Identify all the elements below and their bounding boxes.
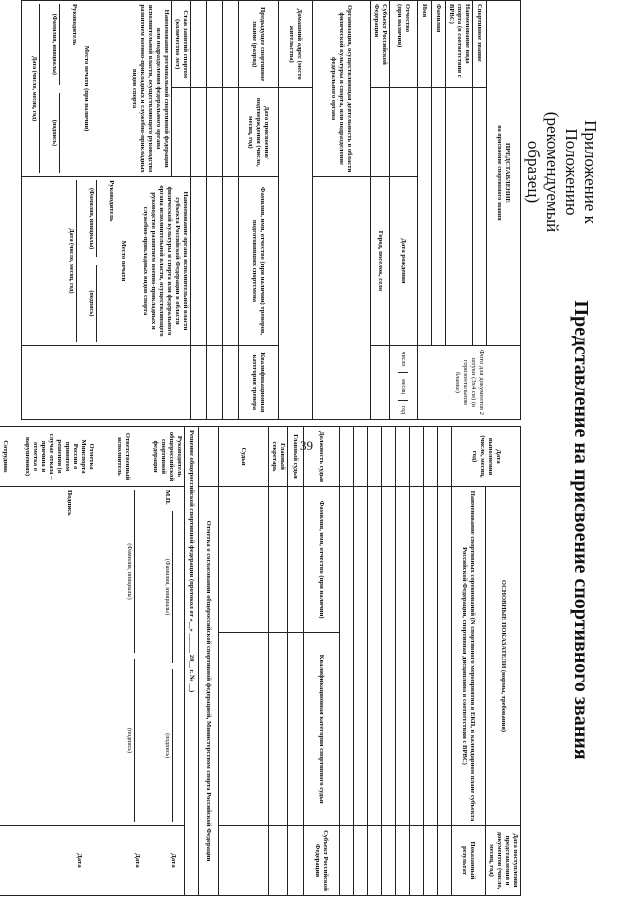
patronymic-label xyxy=(390,1,418,88)
chief-judge-subject xyxy=(288,826,304,896)
result-row-cell xyxy=(424,826,438,896)
judges-fio xyxy=(219,487,269,633)
result-row-cell xyxy=(410,826,424,896)
result-row-cell xyxy=(382,427,396,487)
patronymic-field xyxy=(390,88,418,177)
organization-field xyxy=(313,177,371,420)
trainer-name-cell xyxy=(191,177,207,346)
prev-date-label: Дата присвоения/подтверждения (число, месяц, год) xyxy=(239,88,279,177)
prev-title-cell xyxy=(223,1,239,88)
result-row-cell xyxy=(382,487,396,826)
authority-head: Руководитель xyxy=(108,180,115,222)
prev-date-cell xyxy=(223,88,239,177)
result-row-cell xyxy=(340,826,354,896)
birth-day: число xyxy=(399,346,409,373)
result-row-cell xyxy=(368,427,382,487)
sport-kind-field xyxy=(446,88,473,345)
responsible-label: Ответственный исполнитель xyxy=(116,432,131,481)
federation-stamp: Место печати (при наличии) xyxy=(83,45,90,132)
result-row-cell xyxy=(424,427,438,487)
athlete-table xyxy=(21,0,521,420)
patronymic-note: (при наличии) xyxy=(396,4,404,48)
header-title: ПРЕДСТАВЛЕНИЕ xyxy=(504,142,512,203)
result-row-cell xyxy=(396,826,410,896)
result-row-cell xyxy=(354,427,368,487)
judge-fio-label: Фамилия, имя, отчество (при наличии) xyxy=(304,487,340,633)
home-address-label: Домашний адрес (место жительства) xyxy=(279,1,313,88)
result-row-cell xyxy=(410,427,424,487)
patronymic-text: Отчество xyxy=(404,4,412,33)
authority-date: Дата (число, месяц, год) xyxy=(67,180,77,342)
ministry-date: Дата xyxy=(76,853,83,868)
subject-field xyxy=(371,88,390,177)
sport-kind-text: Наименование вида спорта xyxy=(456,4,471,64)
federation-block xyxy=(22,1,172,177)
authority-text: Наименование органа исполнительной власти субъекта Российской Федерации в области физической культуры и спорта или федерального органа исполнительной власти, осуществляющего руководство развитием военно-прикладных и служебно-прикладных видов спорта xyxy=(142,185,189,337)
surname-field xyxy=(432,88,446,345)
federation-fio: (Фамилия, инициалы) xyxy=(50,4,60,85)
signoff-fields xyxy=(0,487,185,826)
athlete-header xyxy=(487,1,521,346)
agreement-spacer xyxy=(199,427,219,487)
surname-label: Фамилия xyxy=(432,1,446,88)
responsible-date: Дата xyxy=(134,853,141,868)
sport-title-label: Спортивное звание xyxy=(473,1,487,88)
judges-subject xyxy=(219,826,269,896)
appendix-note xyxy=(524,92,600,252)
event-name-label: Наименование спортивных соревнований (N спортивного мероприятия в ЕКП, в календарном плане субъекта Российской Федерации, спортивная дисциплина в соответствии с ВРВС) xyxy=(452,487,486,826)
fed-fio: (Фамилия, инициалы) xyxy=(163,511,173,664)
header-sub: на присвоение спортивного звания xyxy=(496,125,503,221)
birth-fields xyxy=(390,345,418,419)
experience-field xyxy=(172,88,191,177)
responsible-signature: (подпись) xyxy=(125,659,135,822)
federation-signature: (подпись) xyxy=(50,93,60,174)
judges-cat xyxy=(219,633,269,826)
authority-signature: (подпись) xyxy=(87,265,97,342)
result-row-cell xyxy=(438,826,452,896)
result-row-cell xyxy=(396,487,410,826)
right-empty xyxy=(22,345,191,419)
trainer-name-cell xyxy=(207,177,223,346)
result-row-cell xyxy=(424,487,438,826)
result-row-cell xyxy=(438,487,452,826)
home-address-field xyxy=(279,88,313,420)
chief-secretary-fio xyxy=(269,487,288,633)
authority-fio: (Фамилия, инициалы) xyxy=(87,180,97,257)
chief-judge-fio xyxy=(288,487,304,633)
fed-signature: (подпись) xyxy=(163,669,173,822)
result-label: Показанный результат xyxy=(452,826,486,896)
result-row-cell xyxy=(382,826,396,896)
judge-cat-label: Квалификационная категория спортивного судьи xyxy=(304,633,340,826)
authority-stamp: Место печати xyxy=(120,240,127,282)
federation-text: Наименование региональной спортивной федерации или подразделения федерального органа исполнительной власти, осуществляющего руководство развитием военно-прикладных и служебно-прикладных видов спорта xyxy=(131,4,170,173)
ministry-mark-label: Отметка Минспорта России о принятом решении (в случае отказа – причина и отметка о нарушениях) xyxy=(24,433,95,480)
sport-title-field xyxy=(473,88,487,345)
chief-judge-label: Главный судья xyxy=(288,427,304,487)
trainer-cat-label: Квалификационная категория тренера xyxy=(239,345,279,419)
judge-post-label: Должность судьи xyxy=(304,427,340,487)
trainer-cat-cell xyxy=(223,345,239,419)
fed-head-label: Руководитель общероссийской спортивной федерации xyxy=(152,431,183,482)
prev-title-cell xyxy=(207,1,223,88)
trainer-cat-cell xyxy=(191,345,207,419)
result-row-cell xyxy=(340,427,354,487)
page-number: 39 xyxy=(300,438,313,453)
organization-label: Организация, осуществляющая деятельность в области физической культуры и спорта, или подразделение федерального органа xyxy=(313,1,371,177)
birth-month: месяц xyxy=(399,373,409,401)
mp-label: М.П. xyxy=(164,490,171,505)
photo-caption: Фото для документов 2 штуки (3х4 см) (в горизонтальном бланке) xyxy=(454,349,485,415)
chief-secretary-cat xyxy=(269,633,288,826)
decision-label: Решение общероссийской спортивной федерации (протокол от «__» ______ 20__ г. № __) xyxy=(185,427,199,896)
appendix-line-2: (рекомендуемый образец) xyxy=(524,111,562,233)
prev-title-cell xyxy=(191,1,207,88)
appendix-line-1: Приложение к Положению xyxy=(562,120,600,224)
form-title: Представление на присвоение спортивного звания xyxy=(570,300,592,760)
result-row-cell xyxy=(396,427,410,487)
judges-label: Судьи xyxy=(219,427,269,487)
results-table xyxy=(0,426,521,896)
result-row-cell xyxy=(340,487,354,826)
trainer-cat-cell xyxy=(207,345,223,419)
date-done-label: Дата выполнения (число, месяц, год) xyxy=(452,427,521,487)
trainer-name-label: Фамилия, имя, отчество (при наличии) тренеров, подготовивших спортсмена xyxy=(239,177,279,346)
judge-subject-label: Субъект Российской Федерации xyxy=(304,826,340,896)
photo-box xyxy=(418,345,521,419)
result-row-cell xyxy=(410,487,424,826)
agreement-label: Отметка о согласовании общероссийской спортивной федерацией, Министерством спорта Российской Федерации xyxy=(199,487,219,896)
arrival-label: Дата поступления представления и документов (число, месяц, год) xyxy=(486,826,521,896)
city-field xyxy=(371,345,390,419)
experience-label: Стаж занятий спортом (количество лет) xyxy=(172,1,191,88)
subject-label: Субъект Российской Федерации xyxy=(371,1,390,88)
indicators-label: ОСНОВНЫЕ ПОКАЗАТЕЛИ (нормы, требования) xyxy=(486,487,521,826)
signoff-dates xyxy=(0,826,185,896)
signoff-left xyxy=(0,427,185,487)
prev-date-cell xyxy=(191,88,207,177)
ministry-staff-label: Сотрудник xyxy=(2,440,9,473)
federation-head: Руководитель xyxy=(71,4,78,46)
chief-judge-cat xyxy=(288,633,304,826)
result-row-cell xyxy=(354,826,368,896)
fed-date: Дата xyxy=(170,853,177,868)
federation-date: Дата (число, месяц, год) xyxy=(30,4,40,173)
sport-kind-label xyxy=(446,1,473,88)
chief-secretary-label: Главный секретарь xyxy=(269,427,288,487)
ministry-sign-label: Подпись xyxy=(66,490,73,516)
responsible-fio: (Фамилия, инициалы) xyxy=(125,490,135,653)
prev-title-label: Предыдущее спортивное звание (разряд) xyxy=(239,1,279,88)
birth-year: год xyxy=(400,405,407,415)
name-field xyxy=(418,88,432,345)
prev-date-cell xyxy=(207,88,223,177)
name-label: Имя xyxy=(418,1,432,88)
result-row-cell xyxy=(438,427,452,487)
result-row-cell xyxy=(354,487,368,826)
city-label: Город, поселок, село xyxy=(371,177,390,346)
chief-secretary-subject xyxy=(269,826,288,896)
sport-kind-note: (в соответствии с ВРВС) xyxy=(448,4,463,78)
result-row-cell xyxy=(368,487,382,826)
result-row-cell xyxy=(368,826,382,896)
trainer-name-cell xyxy=(223,177,239,346)
authority-block xyxy=(22,177,191,346)
birth-label: Дата рождения xyxy=(390,177,418,346)
